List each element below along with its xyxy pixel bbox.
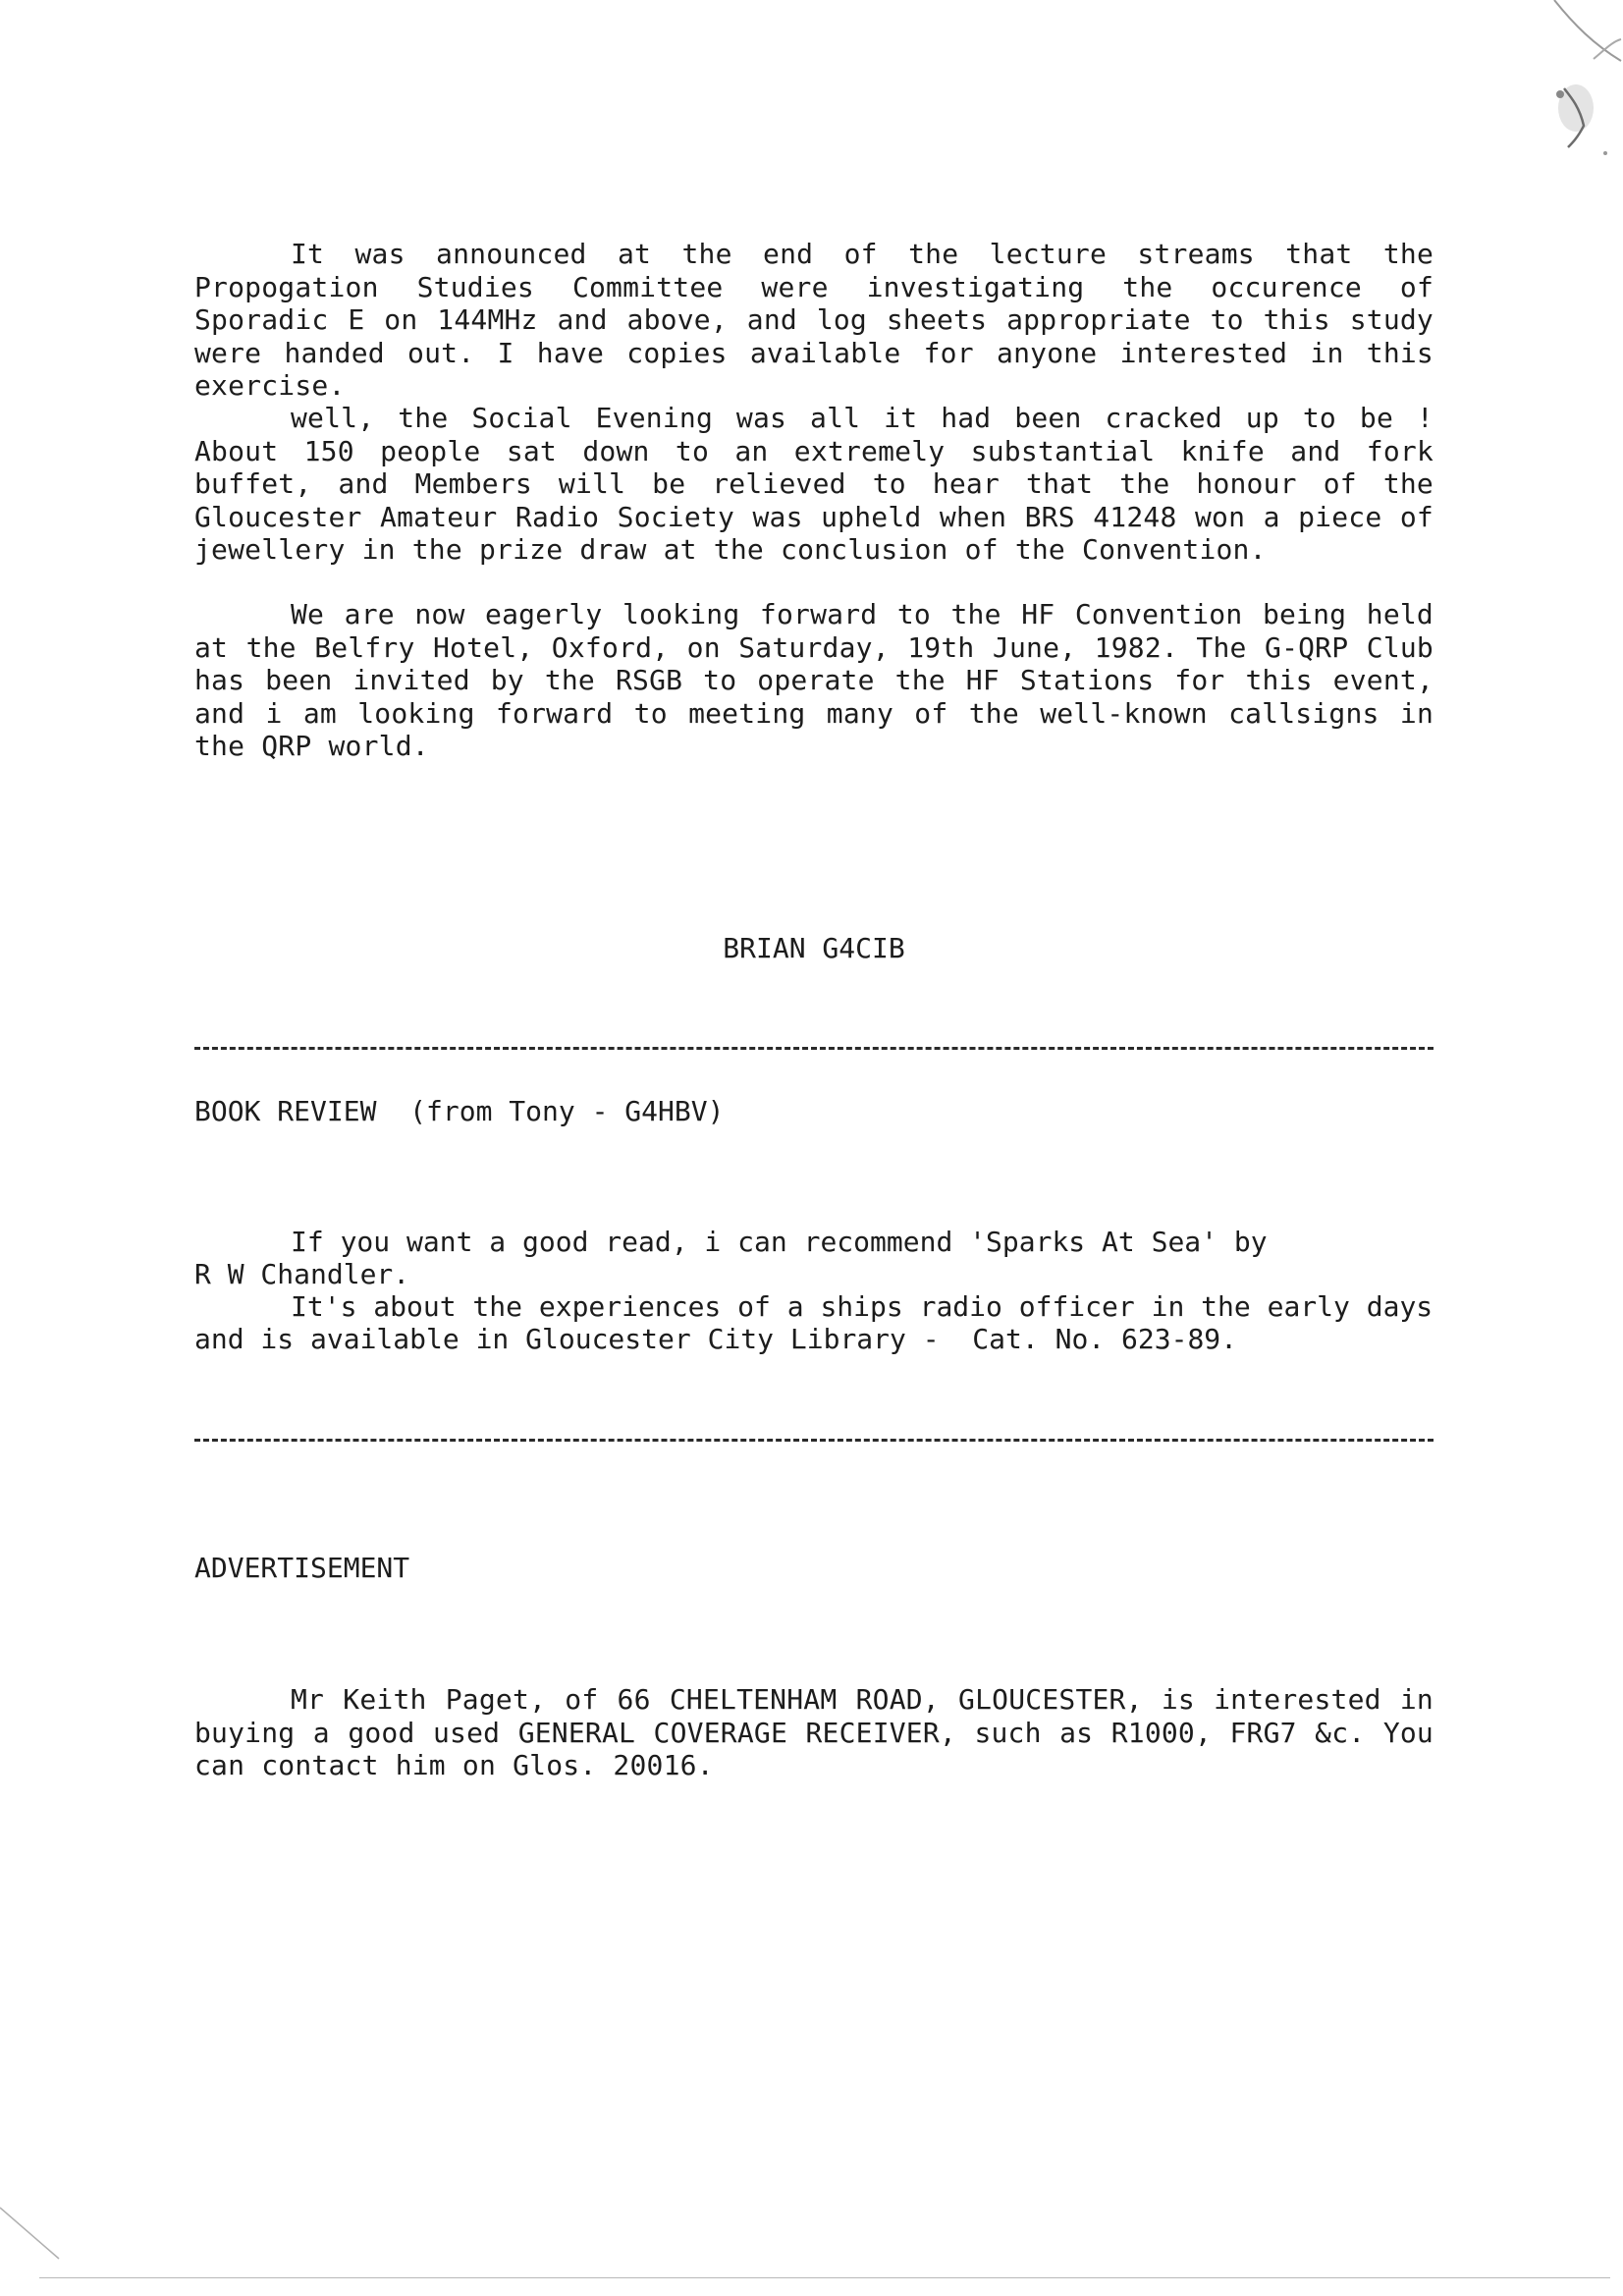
paragraph-social-evening: well, the Social Evening was all it had been cracked up to be ! About 150 people sat down to an extremely substantial knife and fork buffet, and Members will be relieved to hear that the honour of the Gloucester Amateur Radio Society was upheld when BRS 41248 won a piece of jewellery in the prize draw at the conclusion of the Convention. <box>194 402 1434 566</box>
advertisement-heading: ADVERTISEMENT <box>194 1552 410 1584</box>
section-divider <box>194 1439 1434 1442</box>
book-review-line-4: and is available in Gloucester City Library - Cat. No. 623-89. <box>194 1323 1238 1355</box>
paragraph-hf-convention: We are now eagerly looking forward to the HF Convention being held at the Belfry Hotel, Oxford, on Saturday, 19th June, 1982. The G-QRP Club has been invited by the RSGB to operate the HF Stations for this event, and i am looking forward to meeting many of the well-known callsigns in the QRP world. <box>194 598 1434 762</box>
book-review-heading: BOOK REVIEW (from Tony - G4HBV) <box>194 1095 725 1127</box>
page-edge-mark <box>0 2198 88 2276</box>
section-divider <box>194 1047 1434 1050</box>
page-bottom-edge <box>39 2277 1610 2278</box>
advertisement-body: Mr Keith Paget, of 66 CHELTENHAM ROAD, GLOUCESTER, is interested in buying a good used GENERAL COVERAGE RECEIVER, such as R1000, FRG7 &c. You can contact him on Glos. 20016. <box>194 1683 1434 1781</box>
signature: BRIAN G4CIB <box>723 932 905 964</box>
book-review-line-2: R W Chandler. <box>194 1258 410 1290</box>
page-corner-crease <box>1495 0 1623 157</box>
book-review-line-1: If you want a good read, i can recommend 'Sparks At Sea' by <box>291 1226 1268 1258</box>
paragraph-sporadic-e: It was announced at the end of the lecture streams that the Propogation Studies Committee were investigating the occurence of Sporadic E on 144MHz and above, and log sheets appropriate to this study were handed out. I have copies available for anyone interested in this exercise. <box>194 238 1434 402</box>
book-review-line-3: It's about the experiences of a ships radio officer in the early days <box>291 1290 1434 1323</box>
